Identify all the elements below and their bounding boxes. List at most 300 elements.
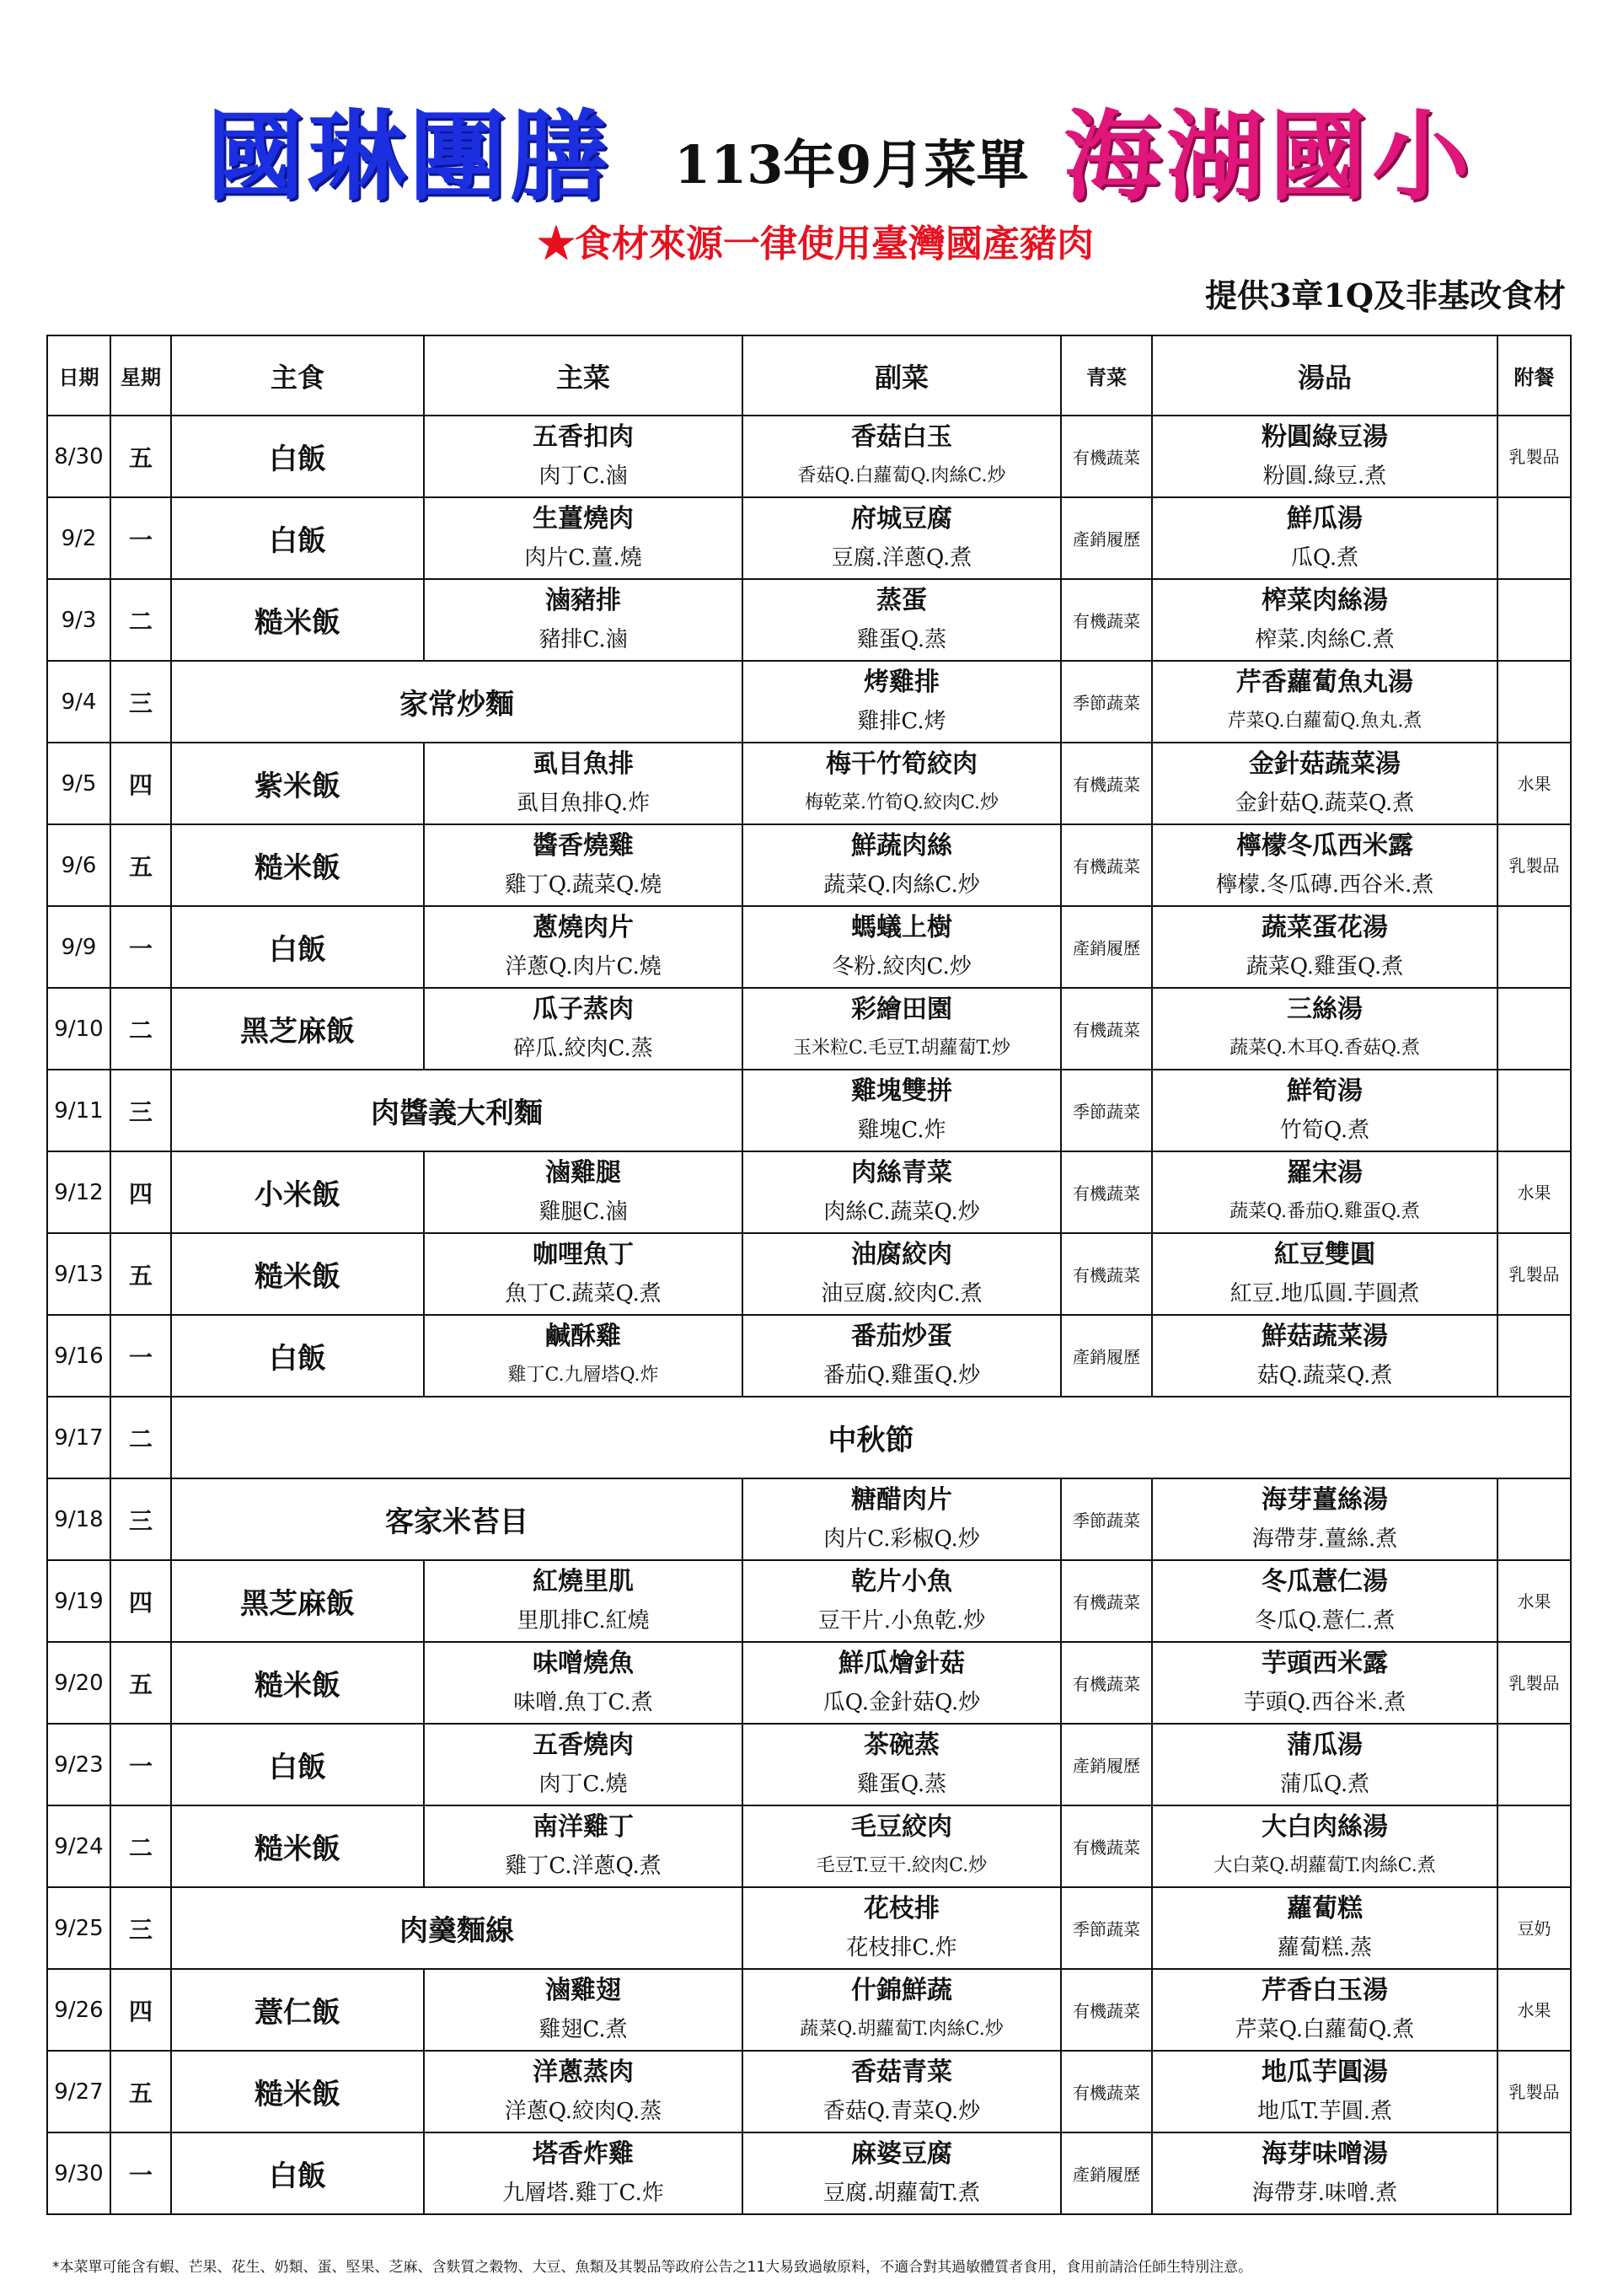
main-dish-cell-name: 蔥燒肉片 bbox=[533, 912, 634, 942]
side-dish-cell bbox=[742, 1560, 1061, 1642]
main-dish-cell-name: 味噌燒魚 bbox=[533, 1648, 634, 1678]
soup-cell bbox=[1152, 988, 1497, 1070]
side-dish-cell-name: 彩繪田園 bbox=[851, 994, 952, 1024]
extra-cell bbox=[1497, 2132, 1571, 2214]
soup-cell-name: 榨菜肉絲湯 bbox=[1262, 585, 1388, 615]
main-dish-cell-name: 五香扣肉 bbox=[533, 421, 634, 452]
weekday-cell: 五 bbox=[110, 416, 171, 497]
side-dish-cell-ingredients: 蔬菜Q.肉絲C.炒 bbox=[823, 872, 980, 898]
date-cell: 9/27 bbox=[47, 2051, 110, 2132]
weekday-cell: 五 bbox=[110, 2051, 171, 2132]
weekday-cell: 三 bbox=[110, 661, 171, 743]
date-cell: 9/4 bbox=[47, 661, 110, 743]
side-dish-cell-name: 花枝排 bbox=[864, 1893, 940, 1923]
date-cell: 9/25 bbox=[47, 1887, 110, 1969]
table-row bbox=[47, 1151, 1571, 1233]
weekday-cell: 一 bbox=[110, 1315, 171, 1397]
soup-cell-name: 蔬菜蛋花湯 bbox=[1262, 912, 1388, 942]
side-dish-cell-name: 府城豆腐 bbox=[851, 503, 952, 534]
main-dish-cell-name: 滷雞翅 bbox=[545, 1975, 621, 2005]
main-dish-cell-ingredients: 虱目魚排Q.炸 bbox=[516, 790, 651, 816]
side-dish-cell-ingredients: 番茄Q.雞蛋Q.炒 bbox=[822, 1362, 981, 1388]
main-dish-cell-ingredients: 肉丁C.滷 bbox=[538, 463, 628, 489]
side-dish-cell bbox=[742, 1969, 1061, 2051]
weekday-cell: 四 bbox=[110, 1151, 171, 1233]
main-dish-cell-ingredients: 里肌排C.紅燒 bbox=[517, 1607, 650, 1633]
main-dish-cell bbox=[424, 824, 742, 906]
header-extra: 附餐 bbox=[1497, 335, 1571, 416]
table-row bbox=[47, 1887, 1571, 1969]
side-dish-cell-name: 香菇白玉 bbox=[851, 421, 952, 452]
extra-cell bbox=[1497, 497, 1571, 579]
side-dish-cell-ingredients: 豆腐.胡蘿蔔T.煮 bbox=[822, 2180, 981, 2206]
extra-cell: 水果 bbox=[1497, 743, 1571, 824]
vegetable-cell: 產銷履歷 bbox=[1061, 906, 1152, 988]
vegetable-cell: 有機蔬菜 bbox=[1061, 1969, 1152, 2051]
soup-cell-ingredients: 大白菜Q.胡蘿蔔T.肉絲C.煮 bbox=[1214, 1854, 1436, 1876]
date-cell: 9/19 bbox=[47, 1560, 110, 1642]
side-dish-cell-name: 毛豆絞肉 bbox=[851, 1811, 952, 1842]
main-dish-cell bbox=[424, 743, 742, 824]
weekday-cell: 四 bbox=[110, 1969, 171, 2051]
allergen-footer: *本菜單可能含有蝦、芒果、花生、奶類、蛋、堅果、芝麻、含麩質之穀物、大豆、魚類及其製品等政府公告之11大易致過敏原料，不適合對其過敏體質者食用，食用前請洽任師生特別注意。 bbox=[52, 2259, 1253, 2276]
table-row bbox=[47, 906, 1571, 988]
weekday-cell: 一 bbox=[110, 2132, 171, 2214]
soup-cell bbox=[1152, 661, 1497, 743]
side-dish-cell-ingredients: 雞排C.烤 bbox=[857, 708, 946, 734]
menu-title: 113年9月菜單 bbox=[674, 134, 1029, 196]
staple-cell: 糙米飯 bbox=[171, 824, 424, 906]
table-row bbox=[47, 1233, 1571, 1315]
soup-cell-ingredients: 芹菜Q.白蘿蔔Q.煮 bbox=[1235, 2016, 1415, 2042]
noodle-cell: 家常炒麵 bbox=[171, 661, 742, 743]
soup-cell-ingredients: 蔬菜Q.雞蛋Q.煮 bbox=[1246, 953, 1404, 979]
school-name: 海湖國小 bbox=[1063, 99, 1475, 214]
soup-cell-ingredients: 地瓜T.芋圓.煮 bbox=[1256, 2098, 1393, 2124]
date-cell: 9/17 bbox=[47, 1397, 110, 1478]
side-dish-cell-name: 梅干竹筍絞肉 bbox=[826, 748, 978, 779]
side-dish-cell bbox=[742, 1887, 1061, 1969]
main-dish-cell-name: 咖哩魚丁 bbox=[533, 1239, 634, 1269]
soup-cell-name: 地瓜芋圓湯 bbox=[1262, 2057, 1388, 2087]
soup-cell-name: 芹香白玉湯 bbox=[1262, 1975, 1388, 2005]
table-row bbox=[47, 1070, 1571, 1151]
side-dish-cell bbox=[742, 988, 1061, 1070]
soup-cell-name: 冬瓜薏仁湯 bbox=[1262, 1566, 1388, 1596]
main-dish-cell-ingredients: 雞丁C.九層塔Q.炸 bbox=[507, 1364, 659, 1386]
soup-cell bbox=[1152, 416, 1497, 497]
noodle-cell: 肉醬義大利麵 bbox=[171, 1070, 742, 1151]
side-dish-cell bbox=[742, 1478, 1061, 1560]
side-dish-cell-name: 雞塊雙拼 bbox=[851, 1076, 952, 1106]
main-dish-cell-ingredients: 洋蔥Q.絞肉Q.蒸 bbox=[504, 2098, 662, 2124]
soup-cell-ingredients: 金針菇Q.蔬菜Q.煮 bbox=[1235, 790, 1415, 816]
extra-cell: 水果 bbox=[1497, 1560, 1571, 1642]
soup-cell bbox=[1152, 1070, 1497, 1151]
soup-cell bbox=[1152, 1969, 1497, 2051]
weekday-cell: 四 bbox=[110, 743, 171, 824]
vegetable-cell: 季節蔬菜 bbox=[1061, 661, 1152, 743]
weekday-cell: 一 bbox=[110, 497, 171, 579]
date-cell: 9/9 bbox=[47, 906, 110, 988]
staple-cell: 白飯 bbox=[171, 497, 424, 579]
side-dish-cell bbox=[742, 1151, 1061, 1233]
main-dish-cell-name: 塔香炸雞 bbox=[533, 2138, 634, 2169]
side-dish-cell-name: 肉絲青菜 bbox=[851, 1157, 952, 1188]
side-dish-cell-name: 什錦鮮蔬 bbox=[851, 1975, 952, 2005]
date-cell: 9/10 bbox=[47, 988, 110, 1070]
soup-cell-name: 芹香蘿蔔魚丸湯 bbox=[1236, 667, 1413, 697]
table-row bbox=[47, 661, 1571, 743]
staple-cell: 黑芝麻飯 bbox=[171, 1560, 424, 1642]
vegetable-cell: 有機蔬菜 bbox=[1061, 416, 1152, 497]
vegetable-cell: 有機蔬菜 bbox=[1061, 579, 1152, 661]
extra-cell bbox=[1497, 1805, 1571, 1887]
soup-cell bbox=[1152, 579, 1497, 661]
table-row bbox=[47, 579, 1571, 661]
date-cell: 9/18 bbox=[47, 1478, 110, 1560]
staple-cell: 糙米飯 bbox=[171, 1642, 424, 1724]
soup-cell bbox=[1152, 2132, 1497, 2214]
side-dish-cell bbox=[742, 1642, 1061, 1724]
main-dish-cell bbox=[424, 1969, 742, 2051]
extra-cell bbox=[1497, 579, 1571, 661]
side-dish-cell-ingredients: 香菇Q.白蘿蔔Q.肉絲C.炒 bbox=[797, 464, 1006, 486]
extra-cell: 豆奶 bbox=[1497, 1887, 1571, 1969]
extra-cell: 乳製品 bbox=[1497, 1642, 1571, 1724]
vegetable-cell: 有機蔬菜 bbox=[1061, 1151, 1152, 1233]
date-cell: 8/30 bbox=[47, 416, 110, 497]
soup-cell bbox=[1152, 497, 1497, 579]
staple-cell: 糙米飯 bbox=[171, 579, 424, 661]
soup-cell-name: 檸檬冬瓜西米露 bbox=[1236, 830, 1413, 861]
vegetable-cell: 季節蔬菜 bbox=[1061, 1070, 1152, 1151]
side-dish-cell-name: 鮮瓜燴針菇 bbox=[838, 1648, 965, 1678]
main-dish-cell bbox=[424, 1315, 742, 1397]
vegetable-cell: 產銷履歷 bbox=[1061, 1724, 1152, 1805]
extra-cell: 乳製品 bbox=[1497, 2051, 1571, 2132]
soup-cell bbox=[1152, 2051, 1497, 2132]
soup-cell-ingredients: 芋頭Q.西谷米.煮 bbox=[1243, 1689, 1406, 1715]
extra-cell: 乳製品 bbox=[1497, 1233, 1571, 1315]
side-dish-cell-ingredients: 花枝排C.炸 bbox=[846, 1934, 957, 1961]
side-dish-cell bbox=[742, 824, 1061, 906]
weekday-cell: 二 bbox=[110, 988, 171, 1070]
extra-cell: 水果 bbox=[1497, 1151, 1571, 1233]
side-dish-cell bbox=[742, 743, 1061, 824]
date-cell: 9/24 bbox=[47, 1805, 110, 1887]
main-dish-cell bbox=[424, 1805, 742, 1887]
staple-cell: 白飯 bbox=[171, 1315, 424, 1397]
side-dish-cell-ingredients: 雞塊C.炸 bbox=[857, 1117, 946, 1143]
side-dish-cell-name: 蒸蛋 bbox=[876, 585, 927, 615]
soup-cell bbox=[1152, 1642, 1497, 1724]
date-cell: 9/30 bbox=[47, 2132, 110, 2214]
side-dish-cell-name: 茶碗蒸 bbox=[864, 1730, 940, 1760]
weekday-cell: 二 bbox=[110, 1805, 171, 1887]
soup-cell-ingredients: 蘿蔔糕.蒸 bbox=[1277, 1934, 1373, 1961]
main-dish-cell-name: 滷豬排 bbox=[545, 585, 621, 615]
soup-cell-name: 粉圓綠豆湯 bbox=[1262, 421, 1388, 452]
table-row bbox=[47, 743, 1571, 824]
vegetable-cell: 季節蔬菜 bbox=[1061, 1887, 1152, 1969]
main-dish-cell bbox=[424, 579, 742, 661]
main-dish-cell bbox=[424, 416, 742, 497]
date-cell: 9/26 bbox=[47, 1969, 110, 2051]
certification-note: 提供3章1Q及非基改食材 bbox=[1205, 276, 1566, 314]
soup-cell-name: 大白肉絲湯 bbox=[1262, 1811, 1388, 1842]
vegetable-cell: 產銷履歷 bbox=[1061, 2132, 1152, 2214]
extra-cell: 乳製品 bbox=[1497, 824, 1571, 906]
soup-cell bbox=[1152, 1560, 1497, 1642]
soup-cell-name: 芋頭西米露 bbox=[1262, 1648, 1388, 1678]
side-dish-cell-name: 鮮蔬肉絲 bbox=[851, 830, 952, 861]
main-dish-cell-ingredients: 雞腿C.滷 bbox=[538, 1199, 628, 1225]
staple-cell: 白飯 bbox=[171, 906, 424, 988]
main-dish-cell-ingredients: 豬排C.滷 bbox=[538, 626, 628, 652]
main-dish-cell-ingredients: 雞丁Q.蔬菜Q.燒 bbox=[504, 872, 662, 898]
side-dish-cell-name: 螞蟻上樹 bbox=[851, 912, 952, 942]
side-dish-cell bbox=[742, 416, 1061, 497]
staple-cell: 糙米飯 bbox=[171, 2051, 424, 2132]
side-dish-cell-name: 香菇青菜 bbox=[851, 2057, 952, 2087]
main-dish-cell-ingredients: 碎瓜.絞肉C.蒸 bbox=[513, 1035, 653, 1061]
main-dish-cell-ingredients: 雞丁C.洋蔥Q.煮 bbox=[505, 1853, 662, 1879]
side-dish-cell-ingredients: 毛豆T.豆干.絞肉C.炒 bbox=[816, 1854, 988, 1876]
main-dish-cell-name: 紅燒里肌 bbox=[533, 1566, 634, 1596]
staple-cell: 糙米飯 bbox=[171, 1233, 424, 1315]
vegetable-cell: 有機蔬菜 bbox=[1061, 824, 1152, 906]
soup-cell-name: 金針菇蔬菜湯 bbox=[1249, 748, 1401, 779]
side-dish-cell-ingredients: 豆干片.小魚乾.炒 bbox=[817, 1607, 986, 1633]
main-dish-cell-name: 醬香燒雞 bbox=[533, 830, 634, 861]
extra-cell: 水果 bbox=[1497, 1969, 1571, 2051]
table-row bbox=[47, 1969, 1571, 2051]
main-dish-cell bbox=[424, 2132, 742, 2214]
soup-cell bbox=[1152, 1478, 1497, 1560]
table-row bbox=[47, 497, 1571, 579]
soup-cell bbox=[1152, 1233, 1497, 1315]
soup-cell-ingredients: 菇Q.蔬菜Q.煮 bbox=[1256, 1362, 1393, 1388]
table-row bbox=[47, 2051, 1571, 2132]
side-dish-cell bbox=[742, 1233, 1061, 1315]
main-dish-cell bbox=[424, 1560, 742, 1642]
side-dish-cell-name: 乾片小魚 bbox=[851, 1566, 952, 1596]
extra-cell bbox=[1497, 1724, 1571, 1805]
staple-cell: 薏仁飯 bbox=[171, 1969, 424, 2051]
vegetable-cell: 有機蔬菜 bbox=[1061, 743, 1152, 824]
extra-cell: 乳製品 bbox=[1497, 416, 1571, 497]
staple-cell: 糙米飯 bbox=[171, 1805, 424, 1887]
weekday-cell: 三 bbox=[110, 1887, 171, 1969]
side-dish-cell bbox=[742, 2132, 1061, 2214]
soup-cell-ingredients: 蒲瓜Q.煮 bbox=[1279, 1771, 1370, 1797]
main-dish-cell-name: 虱目魚排 bbox=[533, 748, 634, 779]
soup-cell bbox=[1152, 743, 1497, 824]
soup-cell-ingredients: 蔬菜Q.木耳Q.香菇Q.煮 bbox=[1230, 1037, 1420, 1059]
soup-cell-name: 羅宋湯 bbox=[1287, 1157, 1363, 1188]
vegetable-cell: 產銷履歷 bbox=[1061, 1315, 1152, 1397]
soup-cell-ingredients: 檸檬.冬瓜磚.西谷米.煮 bbox=[1215, 872, 1434, 898]
side-dish-cell bbox=[742, 1070, 1061, 1151]
side-dish-cell-ingredients: 雞蛋Q.蒸 bbox=[856, 626, 947, 652]
main-dish-cell-name: 滷雞腿 bbox=[545, 1157, 621, 1188]
main-dish-cell-name: 洋蔥蒸肉 bbox=[533, 2057, 634, 2087]
side-dish-cell bbox=[742, 579, 1061, 661]
staple-cell: 白飯 bbox=[171, 2132, 424, 2214]
date-cell: 9/23 bbox=[47, 1724, 110, 1805]
side-dish-cell-ingredients: 梅乾菜.竹筍Q.絞肉C.炒 bbox=[805, 791, 999, 813]
brand-title: 國琳團膳 bbox=[206, 99, 611, 214]
main-dish-cell-ingredients: 九層塔.雞丁C.炸 bbox=[502, 2180, 664, 2206]
soup-cell-ingredients: 紅豆.地瓜圓.芋圓煮 bbox=[1230, 1280, 1420, 1306]
weekday-cell: 五 bbox=[110, 1233, 171, 1315]
extra-cell bbox=[1497, 906, 1571, 988]
soup-cell bbox=[1152, 1315, 1497, 1397]
date-cell: 9/11 bbox=[47, 1070, 110, 1151]
main-dish-cell bbox=[424, 906, 742, 988]
vegetable-cell: 有機蔬菜 bbox=[1061, 1642, 1152, 1724]
extra-cell bbox=[1497, 988, 1571, 1070]
soup-cell-name: 三絲湯 bbox=[1287, 994, 1363, 1024]
side-dish-cell-name: 油腐絞肉 bbox=[851, 1239, 952, 1269]
pork-source-note: ★食材來源一律使用臺灣國產豬肉 bbox=[538, 223, 1094, 266]
vegetable-cell: 有機蔬菜 bbox=[1061, 1805, 1152, 1887]
soup-cell-ingredients: 粉圓.綠豆.煮 bbox=[1262, 463, 1387, 489]
holiday-cell: 中秋節 bbox=[171, 1397, 1571, 1478]
soup-cell-name: 海芽味噌湯 bbox=[1262, 2138, 1388, 2169]
extra-cell bbox=[1497, 1070, 1571, 1151]
soup-cell-ingredients: 蔬菜Q.番茄Q.雞蛋Q.煮 bbox=[1230, 1200, 1420, 1222]
soup-cell-name: 鮮菇蔬菜湯 bbox=[1262, 1321, 1388, 1351]
header-soup: 湯品 bbox=[1152, 335, 1497, 416]
table-row bbox=[47, 1724, 1571, 1805]
staple-cell: 白飯 bbox=[171, 416, 424, 497]
side-dish-cell-name: 烤雞排 bbox=[864, 667, 940, 697]
table-row bbox=[47, 416, 1571, 497]
staple-cell: 小米飯 bbox=[171, 1151, 424, 1233]
header-veg: 青菜 bbox=[1061, 335, 1152, 416]
soup-cell-ingredients: 榨菜.肉絲C.煮 bbox=[1255, 626, 1395, 652]
weekday-cell: 四 bbox=[110, 1560, 171, 1642]
main-dish-cell-ingredients: 肉片C.薑.燒 bbox=[524, 544, 642, 571]
table-row bbox=[47, 824, 1571, 906]
date-cell: 9/2 bbox=[47, 497, 110, 579]
weekday-cell: 二 bbox=[110, 579, 171, 661]
date-cell: 9/5 bbox=[47, 743, 110, 824]
table-row bbox=[47, 2132, 1571, 2214]
side-dish-cell-ingredients: 瓜Q.金針菇Q.炒 bbox=[822, 1689, 981, 1715]
side-dish-cell bbox=[742, 906, 1061, 988]
vegetable-cell: 有機蔬菜 bbox=[1061, 2051, 1152, 2132]
side-dish-cell-ingredients: 冬粉.絞肉C.炒 bbox=[832, 953, 972, 979]
side-dish-cell-ingredients: 肉片C.彩椒Q.炒 bbox=[823, 1526, 980, 1552]
soup-cell bbox=[1152, 1887, 1497, 1969]
header-weekday: 星期 bbox=[110, 335, 171, 416]
header-date: 日期 bbox=[47, 335, 110, 416]
main-dish-cell bbox=[424, 988, 742, 1070]
staple-cell: 紫米飯 bbox=[171, 743, 424, 824]
date-cell: 9/12 bbox=[47, 1151, 110, 1233]
table-row bbox=[47, 1478, 1571, 1560]
date-cell: 9/6 bbox=[47, 824, 110, 906]
main-dish-cell-ingredients: 味噌.魚丁C.煮 bbox=[513, 1689, 653, 1715]
soup-cell-name: 蘿蔔糕 bbox=[1287, 1893, 1363, 1923]
main-dish-cell-name: 南洋雞丁 bbox=[533, 1811, 634, 1842]
weekday-cell: 三 bbox=[110, 1070, 171, 1151]
weekday-cell: 五 bbox=[110, 1642, 171, 1724]
soup-cell-ingredients: 海帶芽.味噌.煮 bbox=[1251, 2180, 1398, 2206]
soup-cell-ingredients: 瓜Q.煮 bbox=[1290, 544, 1359, 571]
date-cell: 9/20 bbox=[47, 1642, 110, 1724]
weekday-cell: 三 bbox=[110, 1478, 171, 1560]
vegetable-cell: 季節蔬菜 bbox=[1061, 1478, 1152, 1560]
side-dish-cell-name: 麻婆豆腐 bbox=[851, 2138, 952, 2169]
date-cell: 9/16 bbox=[47, 1315, 110, 1397]
weekday-cell: 一 bbox=[110, 906, 171, 988]
soup-cell-name: 鮮瓜湯 bbox=[1287, 503, 1363, 534]
side-dish-cell-name: 番茄炒蛋 bbox=[851, 1321, 952, 1351]
main-dish-cell-name: 生薑燒肉 bbox=[533, 503, 634, 534]
staple-cell: 白飯 bbox=[171, 1724, 424, 1805]
side-dish-cell bbox=[742, 661, 1061, 743]
side-dish-cell-ingredients: 蔬菜Q.胡蘿蔔T.肉絲C.炒 bbox=[800, 2018, 1004, 2040]
side-dish-cell-name: 糖醋肉片 bbox=[851, 1484, 952, 1515]
side-dish-cell-ingredients: 肉絲C.蔬菜Q.炒 bbox=[823, 1199, 980, 1225]
main-dish-cell bbox=[424, 1724, 742, 1805]
date-cell: 9/3 bbox=[47, 579, 110, 661]
table-row bbox=[47, 1397, 1571, 1478]
staple-cell: 黑芝麻飯 bbox=[171, 988, 424, 1070]
table-row bbox=[47, 1560, 1571, 1642]
weekday-cell: 二 bbox=[110, 1397, 171, 1478]
side-dish-cell bbox=[742, 497, 1061, 579]
main-dish-cell bbox=[424, 1642, 742, 1724]
main-dish-cell-ingredients: 雞翅C.煮 bbox=[538, 2016, 628, 2042]
main-dish-cell-name: 五香燒肉 bbox=[533, 1730, 634, 1760]
main-dish-cell-ingredients: 魚丁C.蔬菜Q.煮 bbox=[505, 1280, 662, 1306]
side-dish-cell bbox=[742, 1315, 1061, 1397]
soup-cell bbox=[1152, 1724, 1497, 1805]
vegetable-cell: 產銷履歷 bbox=[1061, 497, 1152, 579]
header-staple: 主食 bbox=[171, 335, 424, 416]
main-dish-cell bbox=[424, 2051, 742, 2132]
noodle-cell: 肉羹麵線 bbox=[171, 1887, 742, 1969]
side-dish-cell-ingredients: 玉米粒C.毛豆T.胡蘿蔔T.炒 bbox=[793, 1037, 1010, 1059]
date-cell: 9/13 bbox=[47, 1233, 110, 1315]
header-main: 主菜 bbox=[424, 335, 742, 416]
main-dish-cell bbox=[424, 1233, 742, 1315]
main-dish-cell-name: 鹹酥雞 bbox=[545, 1321, 621, 1351]
soup-cell-name: 鮮筍湯 bbox=[1287, 1076, 1363, 1106]
weekday-cell: 五 bbox=[110, 824, 171, 906]
soup-cell bbox=[1152, 824, 1497, 906]
weekday-cell: 一 bbox=[110, 1724, 171, 1805]
side-dish-cell bbox=[742, 2051, 1061, 2132]
soup-cell bbox=[1152, 1805, 1497, 1887]
noodle-cell: 客家米苔目 bbox=[171, 1478, 742, 1560]
soup-cell-ingredients: 芹菜Q.白蘿蔔Q.魚丸.煮 bbox=[1227, 710, 1422, 732]
soup-cell-name: 紅豆雙圓 bbox=[1274, 1239, 1375, 1269]
table-row bbox=[47, 1642, 1571, 1724]
menu-table bbox=[46, 335, 1572, 2215]
side-dish-cell-ingredients: 豆腐.洋蔥Q.煮 bbox=[831, 544, 972, 571]
soup-cell-name: 蒲瓜湯 bbox=[1287, 1730, 1363, 1760]
table-row bbox=[47, 1805, 1571, 1887]
extra-cell bbox=[1497, 1315, 1571, 1397]
main-dish-cell bbox=[424, 497, 742, 579]
header-side: 副菜 bbox=[742, 335, 1061, 416]
